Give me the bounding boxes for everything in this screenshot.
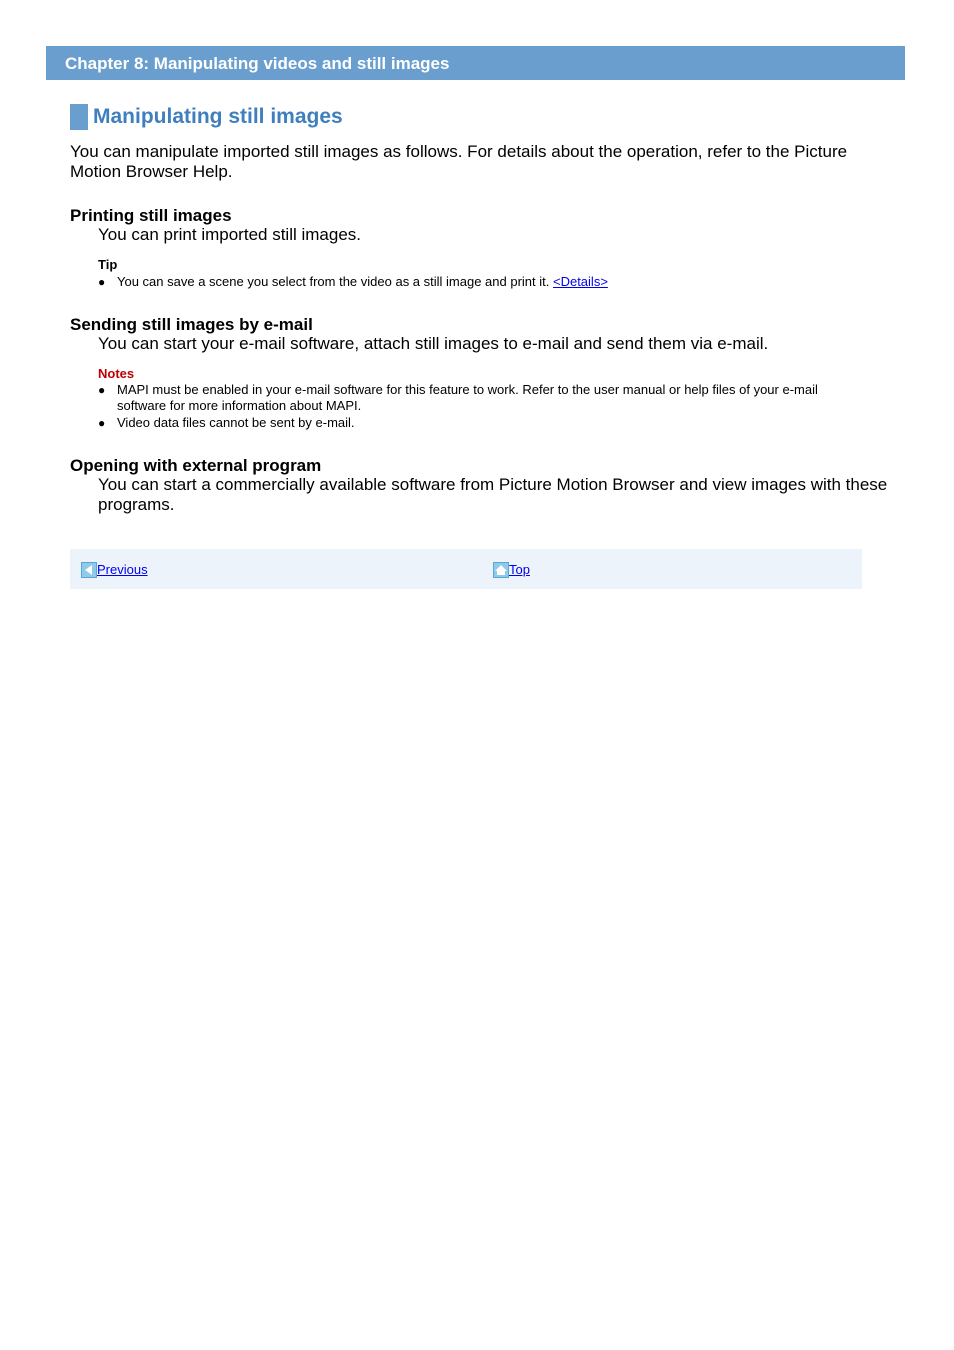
tip-text: You can save a scene you select from the video as a still image and print it. <box>117 274 553 289</box>
list-item <box>98 382 868 414</box>
navigation-bar <box>70 549 862 589</box>
tip-list <box>98 274 868 291</box>
previous-link[interactable]: Previous <box>97 562 148 577</box>
previous-nav[interactable] <box>81 561 148 578</box>
section-heading-external: Opening with external program <box>70 456 322 475</box>
top-link[interactable]: Top <box>509 562 530 577</box>
chapter-header <box>46 46 905 80</box>
list-item <box>98 415 868 431</box>
section-body-printing: You can print imported still images. <box>98 225 362 244</box>
bullet-icon: ● <box>98 416 106 430</box>
section-heading-email: Sending still images by e-mail <box>70 315 313 334</box>
left-arrow-icon[interactable] <box>81 562 97 578</box>
tip-label: Tip <box>98 257 118 272</box>
home-icon[interactable] <box>493 562 509 578</box>
notes-list <box>98 382 868 432</box>
intro-paragraph: You can manipulate imported still images as follows. For details about the operation, refer to the Picture Motion Browser Help. <box>70 142 848 181</box>
section-body-email: You can start your e-mail software, attach still images to e-mail and send them via e-mail. <box>98 334 769 353</box>
chapter-title: Chapter 8: Manipulating videos and still images <box>65 54 450 73</box>
details-link[interactable]: <Details> <box>552 274 608 289</box>
note-text: Video data files cannot be sent by e-mail. <box>117 415 355 430</box>
notes-label: Notes <box>98 366 135 381</box>
page-title: Manipulating still images <box>93 105 343 128</box>
title-marker <box>70 104 88 130</box>
list-item <box>98 274 868 290</box>
note-text: MAPI must be enabled in your e-mail software for this feature to work. Refer to the user manual or help files of your e-mail software for more information about MAPI. <box>117 382 818 413</box>
bullet-icon: ● <box>98 275 106 289</box>
bullet-icon: ● <box>98 383 106 397</box>
section-heading-printing: Printing still images <box>70 206 232 225</box>
section-body-external: You can start a commercially available software from Picture Motion Browser and view images with these programs. <box>98 475 888 514</box>
top-nav[interactable] <box>493 561 530 578</box>
